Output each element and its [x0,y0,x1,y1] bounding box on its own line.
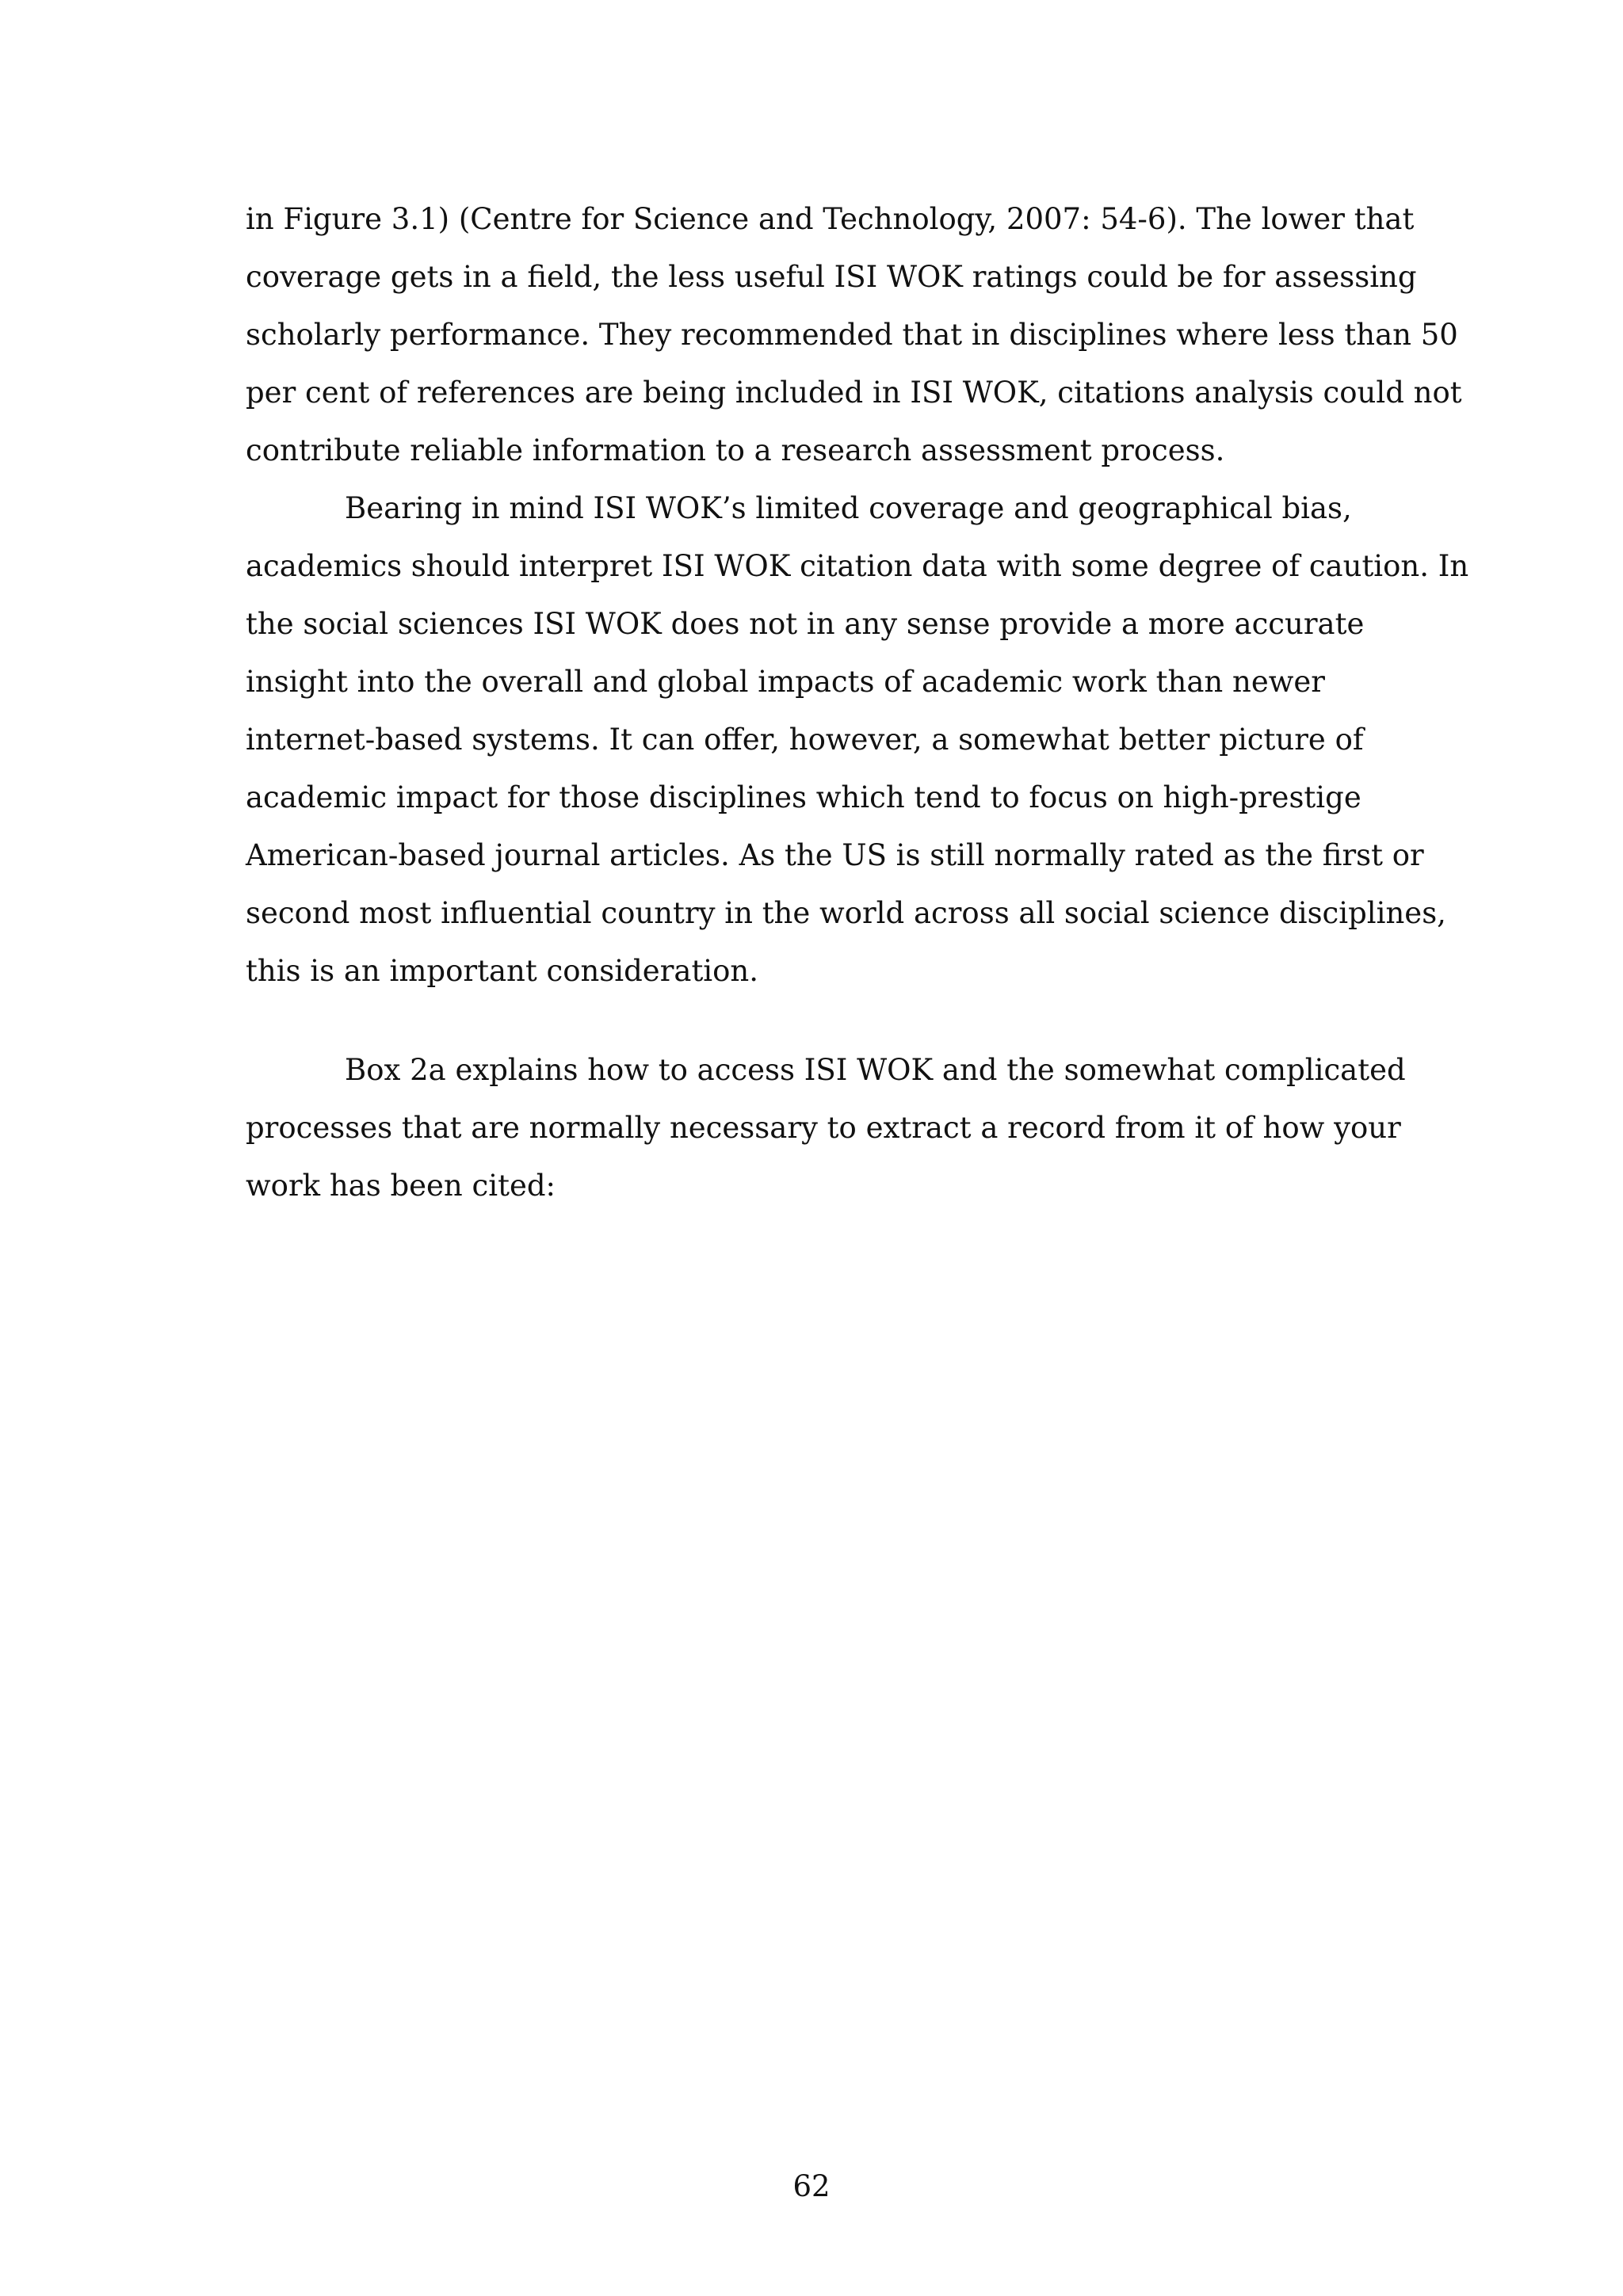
paragraph-line: work has been cited: [246,1169,556,1203]
paragraph-line: this is an important consideration. [246,954,759,988]
paragraph-line: Box 2a explains how to access ISI WOK and the somewhat complicated [345,1053,1406,1087]
paragraph-line: contribute reliable information to a research assessment process. [246,433,1225,467]
paragraph-line: scholarly performance. They recommended that in disciplines where less than 50 [246,318,1458,352]
paragraph-line: the social sciences ISI WOK does not in any sense provide a more accurate [246,607,1365,641]
paragraph-line: Bearing in mind ISI WOK’s limited coverage and geographical bias, [345,491,1352,525]
paragraph-line: academic impact for those disciplines which tend to focus on high-prestige [246,780,1361,814]
paragraph-line: coverage gets in a field, the less useful ISI WOK ratings could be for assessing [246,260,1417,294]
body-text-lower [246,1041,1406,1215]
page-number: 62 [792,2169,831,2203]
paragraph-line: per cent of references are being included in ISI WOK, citations analysis could not [246,376,1462,410]
paragraph-line: processes that are normally necessary to extract a record from it of how your [246,1111,1401,1145]
paragraph-1 [246,190,1462,479]
paragraph-line: second most influential country in the world across all social science disciplines, [246,896,1446,930]
paragraph-line: academics should interpret ISI WOK citation data with some degree of caution. In [246,549,1469,583]
paragraph-line: insight into the overall and global impacts of academic work than newer [246,665,1325,699]
paragraph-line: internet-based systems. It can offer, however, a somewhat better picture of [246,723,1364,757]
paragraph-line: American-based journal articles. As the US is still normally rated as the first or [246,838,1424,872]
paragraph-2 [246,479,1469,1000]
paragraph-3 [246,1041,1406,1215]
body-text-upper [246,190,1469,1000]
paragraph-line: in Figure 3.1) (Centre for Science and Technology, 2007: 54-6). The lower that [246,202,1415,236]
